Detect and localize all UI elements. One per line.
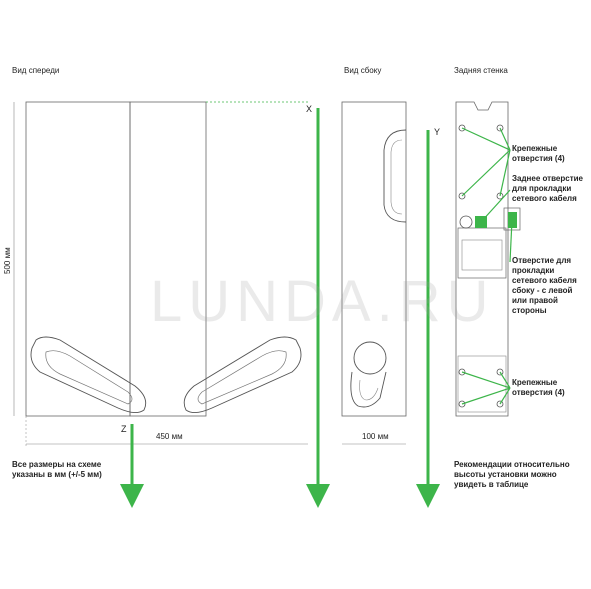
annotation-mount-bottom: Крепежные отверстия (4)	[512, 378, 565, 397]
side-nozzle-circle	[354, 342, 386, 374]
note-tolerance: Все размеры на схеме указаны в мм (+/-5 мм)	[12, 460, 102, 479]
right-nozzle-inner	[198, 351, 286, 404]
side-nozzle	[351, 372, 386, 407]
side-cable-hole	[508, 212, 517, 228]
note-height-recommendation: Рекомендации относительно высоты установки можно увидеть в таблице	[454, 460, 570, 489]
width-dimension: 450 мм	[156, 432, 183, 441]
front-left-panel	[26, 102, 130, 416]
side-view-heading: Вид сбоку	[344, 66, 382, 75]
watermark: LUNDA.RU	[150, 269, 495, 334]
annotation-rear-cable: Заднее отверстие для прокладки сетевого кабеля	[512, 174, 583, 203]
annotation-mount-top: Крепежные отверстия (4)	[512, 144, 565, 163]
z-axis-label: Z	[121, 424, 127, 434]
annotation-side-cable: Отверстие для прокладки сетевого кабеля сбоку - с левой или правой стороны	[512, 256, 577, 315]
x-axis-label: X	[306, 104, 313, 114]
left-nozzle-inner	[46, 351, 132, 404]
depth-dimension: 100 мм	[362, 432, 389, 441]
y-axis-label: Y	[434, 127, 441, 137]
back-view-heading: Задняя стенка	[454, 66, 508, 75]
front-center-panel	[130, 102, 206, 416]
side-top-bulge	[384, 130, 406, 222]
height-dimension: 500 мм	[3, 247, 12, 274]
left-nozzle	[31, 337, 146, 413]
side-body	[342, 102, 406, 416]
right-nozzle	[184, 337, 301, 413]
front-view-heading: Вид спереди	[12, 66, 60, 75]
back-wall-view	[456, 102, 520, 416]
